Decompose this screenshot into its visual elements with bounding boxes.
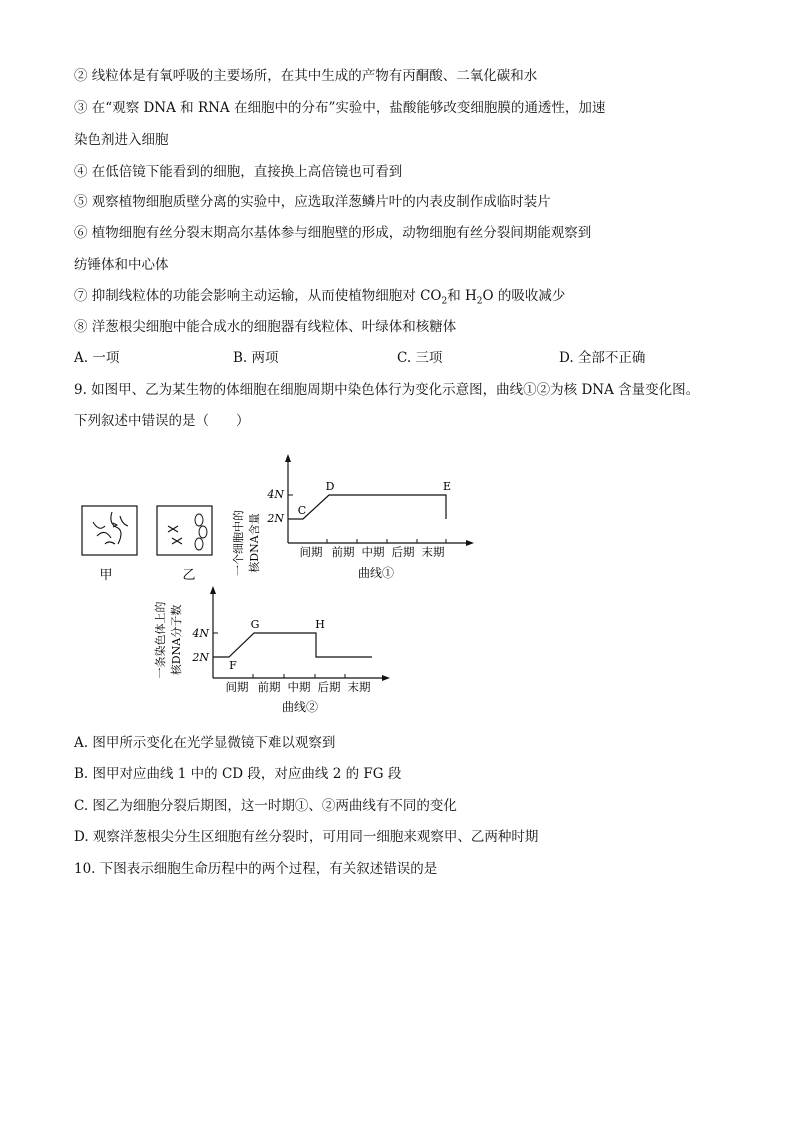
curve1-xtick: 中期 xyxy=(361,545,385,559)
statement-4: ④ 在低倍镜下能看到的细胞，直接换上高倍镜也可看到 xyxy=(74,164,403,180)
curve2-ytick-4n: 4N xyxy=(192,627,209,640)
curve2-line xyxy=(213,633,372,657)
curve2-ytick-2n: 2N xyxy=(192,651,209,664)
q10-stem: 10. 下图表示细胞生命历程中的两个过程，有关叙述错误的是 xyxy=(74,861,438,877)
curve1-point-e: E xyxy=(442,480,452,493)
curve2-xtick: 前期 xyxy=(257,680,281,694)
curve2-ylabel-line1: 一条染色体上的 xyxy=(154,601,167,679)
statement-3-cont: 染色剂进入细胞 xyxy=(74,132,169,148)
curve2-point-g: G xyxy=(250,618,260,631)
curve2-caption: 曲线② xyxy=(281,700,319,714)
statement-8: ⑧ 洋葱根尖细胞中能合成水的细胞器有线粒体、叶绿体和核糖体 xyxy=(74,319,457,335)
statement-2: ② 线粒体是有氧呼吸的主要场所，在其中生成的产物有丙酮酸、二氧化碳和水 xyxy=(74,68,538,84)
curve2-point-f: F xyxy=(229,659,237,672)
q9-figure xyxy=(0,440,794,730)
label-yi: 乙 xyxy=(182,568,196,583)
q9-stem-line2: 下列叙述中错误的是（ ） xyxy=(74,413,250,429)
curve2-xtick: 后期 xyxy=(317,680,341,694)
q9-option-d: D. 观察洋葱根尖分生区细胞有丝分裂时，可用同一细胞来观察甲、乙两种时期 xyxy=(74,829,539,845)
diagram-yi xyxy=(157,506,212,555)
curve1-ytick-4n: 4N xyxy=(267,488,284,501)
q9-stem-line1: 9. 如图甲、乙为某生物的体细胞在细胞周期中染色体行为变化示意图，曲线①②为核 DNA 含量变化图。 xyxy=(74,382,700,398)
statement-6-cont: 纺锤体和中心体 xyxy=(74,257,169,273)
q8-option-c: C. 三项 xyxy=(397,350,443,366)
statement-7: ⑦ 抑制线粒体的功能会影响主动运输，从而使植物细胞对 $CO_2$和 $H_2O$ 的吸收减少 xyxy=(74,288,566,307)
curve2-ylabel-line2: 核DNA分子数 xyxy=(170,604,183,676)
curve1-xtick: 后期 xyxy=(391,545,415,559)
curve2-xtick: 中期 xyxy=(287,680,311,694)
curve2-point-h: H xyxy=(315,618,325,631)
curve1-xtick: 间期 xyxy=(299,545,323,559)
q8-option-b: B. 两项 xyxy=(233,350,279,366)
q9-option-a: A. 图甲所示变化在光学显微镜下难以观察到 xyxy=(74,735,336,751)
curve1-xtick: 前期 xyxy=(331,545,355,559)
curve1-ytick-2n: 2N xyxy=(267,512,284,525)
curve2-xtick: 间期 xyxy=(225,680,249,694)
q8-option-d: D. 全部不正确 xyxy=(559,350,646,366)
q9-option-c: C. 图乙为细胞分裂后期图，这一时期①、②两曲线有不同的变化 xyxy=(74,798,457,814)
diagram-jia xyxy=(82,506,137,555)
q8-option-a: A. 一项 xyxy=(74,350,120,366)
curve1-ylabel-line2: 核DNA含量 xyxy=(248,513,261,573)
curve1-point-c: C xyxy=(297,504,307,517)
curve1-line xyxy=(288,495,446,519)
statement-6: ⑥ 植物细胞有丝分裂末期高尔基体参与细胞壁的形成，动物细胞有丝分裂间期能观察到 xyxy=(74,225,592,241)
curve1-caption: 曲线① xyxy=(357,566,395,580)
curve1-chart xyxy=(231,454,474,580)
statement-3: ③ 在“观察 DNA 和 RNA 在细胞中的分布”实验中，盐酸能够改变细胞膜的通透性，加速 xyxy=(74,100,606,116)
statement-5: ⑤ 观察植物细胞质壁分离的实验中，应选取洋葱鳞片叶的内表皮制作成临时装片 xyxy=(74,194,551,210)
curve1-xtick: 末期 xyxy=(421,545,445,559)
curve1-point-d: D xyxy=(325,480,335,493)
q9-option-b: B. 图甲对应曲线 1 中的 CD 段，对应曲线 2 的 FG 段 xyxy=(74,766,402,782)
label-jia: 甲 xyxy=(99,568,113,583)
curve2-xtick: 末期 xyxy=(347,680,371,694)
curve1-ylabel-line1: 一个细胞中的 xyxy=(232,510,245,576)
curve2-chart xyxy=(153,586,390,714)
